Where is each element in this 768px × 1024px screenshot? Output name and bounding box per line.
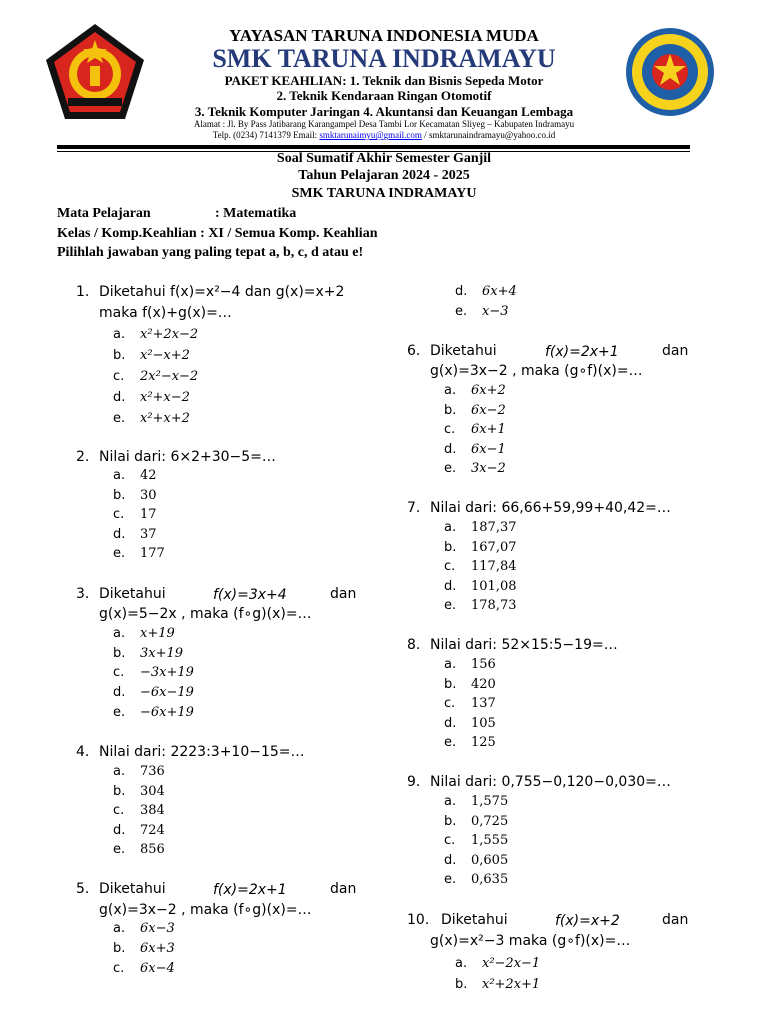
option-value: 0,635	[471, 872, 509, 887]
option-value: 6x−3	[140, 921, 175, 936]
exam-title: Soal Sumatif Akhir Semester Ganjil	[276, 151, 492, 166]
option-letter: d.	[455, 284, 468, 299]
option-value: x²+2x+1	[482, 977, 541, 992]
foundation-name: YAYASAN TARUNA INDONESIA MUDA	[229, 26, 539, 45]
question-function: f(x)=2x+1	[213, 882, 287, 898]
option-letter: e.	[113, 704, 126, 720]
option-value: 187,37	[471, 520, 517, 535]
option-value: 42	[140, 468, 157, 483]
option-letter: d.	[113, 685, 126, 701]
option-value: 6x+3	[140, 941, 175, 956]
question-text-line2: g(x)=5−2x , maka (f∘g)(x)=…	[99, 606, 312, 622]
option-value: 156	[471, 657, 496, 672]
option-value: 37	[140, 526, 157, 542]
option-value: 736	[140, 764, 165, 779]
option-value: 304	[140, 783, 165, 799]
question-number: 1.	[76, 284, 90, 300]
option-value: 6x+2	[471, 383, 506, 398]
option-value: 17	[140, 507, 157, 522]
option-value: −3x+19	[140, 665, 194, 681]
question-text-and: dan	[662, 343, 689, 359]
option-letter: e.	[444, 872, 457, 887]
question-function: f(x)=3x+4	[213, 587, 287, 603]
program-line-2: 2. Teknik Kendaraan Ringan Otomotif	[276, 88, 492, 103]
subject-label: Mata Pelajaran	[57, 206, 151, 221]
subject-row	[57, 206, 296, 222]
question-text: Diketahui	[430, 343, 497, 359]
phone-text: Telp. (0234) 7141379 Email:	[212, 130, 320, 140]
option-letter: e.	[113, 546, 126, 561]
option-letter: a.	[113, 764, 126, 779]
option-value: 105	[471, 715, 496, 731]
option-value: −6x−19	[140, 685, 194, 701]
email-separator: /	[421, 130, 429, 140]
option-letter: c.	[113, 665, 125, 681]
option-letter: c.	[113, 507, 125, 522]
option-value: x²+2x−2	[140, 327, 199, 342]
option-letter: b.	[444, 676, 457, 692]
option-value: 0,605	[471, 852, 509, 868]
question-text: Nilai dari: 2223:3+10−15=…	[99, 744, 305, 760]
option-value: 177	[140, 546, 165, 561]
option-letter: b.	[113, 941, 126, 956]
question-text: Nilai dari: 52×15:5−19=…	[430, 637, 618, 653]
option-letter: a.	[113, 327, 126, 342]
header-rule-thick	[57, 145, 690, 149]
option-letter: c.	[444, 559, 456, 574]
option-letter: d.	[444, 578, 457, 594]
question-text-and: dan	[330, 586, 357, 602]
option-letter: e.	[113, 842, 126, 857]
option-value: 6x+4	[482, 284, 517, 299]
option-letter: e.	[113, 411, 126, 426]
contact-line	[150, 130, 618, 140]
letterhead	[0, 0, 768, 150]
option-value: −6x+19	[140, 704, 194, 720]
option-value: 1,555	[471, 833, 509, 848]
option-letter: b.	[113, 487, 126, 503]
question-text-line2: g(x)=x²−3 maka (g∘f)(x)=…	[430, 933, 631, 949]
option-letter: c.	[113, 961, 125, 976]
option-value: x−3	[482, 304, 509, 319]
class-label: Kelas / Komp.Keahlian :	[57, 226, 205, 241]
program-line-3: 3. Teknik Komputer Jaringan 4. Akuntansi dan Keuangan Lembaga	[194, 104, 574, 119]
academic-year: Tahun Pelajaran 2024 - 2025	[298, 168, 470, 183]
option-letter: d.	[113, 390, 126, 405]
option-letter: e.	[444, 735, 457, 750]
option-letter: e.	[444, 461, 457, 476]
question-function: f(x)=x+2	[555, 913, 620, 929]
class-value: XI / Semua Komp. Keahlian	[204, 226, 378, 241]
option-value: x²+x+2	[140, 411, 190, 426]
option-letter: d.	[113, 822, 126, 838]
option-letter: d.	[444, 715, 457, 731]
option-letter: a.	[455, 956, 468, 971]
question-text: Nilai dari: 0,755−0,120−0,030=…	[430, 774, 671, 790]
option-letter: a.	[444, 383, 457, 398]
option-value: 101,08	[471, 578, 517, 594]
question-text: Diketahui	[441, 912, 508, 928]
option-value: 125	[471, 735, 496, 750]
option-value: 3x−2	[471, 461, 506, 476]
option-letter: b.	[113, 783, 126, 799]
option-letter: b.	[444, 539, 457, 555]
option-letter: b.	[444, 813, 457, 829]
option-value: 0,725	[471, 813, 509, 829]
option-letter: c.	[444, 422, 456, 437]
option-letter: a.	[113, 626, 126, 641]
option-letter: c.	[444, 833, 456, 848]
option-value: x²+x−2	[140, 390, 190, 405]
option-letter: b.	[113, 348, 126, 363]
question-function: f(x)=2x+1	[545, 344, 619, 360]
option-letter: e.	[444, 598, 457, 613]
option-value: 6x−1	[471, 441, 506, 457]
question-number: 9.	[407, 774, 421, 790]
option-value: 2x²−x−2	[140, 369, 199, 384]
question-number: 2.	[76, 449, 90, 465]
option-letter: a.	[444, 520, 457, 535]
question-text-line2: g(x)=3x−2 , maka (g∘f)(x)=…	[430, 363, 643, 379]
option-letter: d.	[444, 852, 457, 868]
option-letter: b.	[444, 402, 457, 418]
option-letter: c.	[113, 369, 125, 384]
option-letter: a.	[444, 794, 457, 809]
option-letter: a.	[444, 657, 457, 672]
option-value: x²−2x−1	[482, 956, 541, 971]
question-text: Diketahui	[99, 881, 166, 897]
option-letter: e.	[455, 304, 468, 319]
option-letter: c.	[444, 696, 456, 711]
taruna-emblem-icon	[622, 26, 718, 118]
question-text-and: dan	[662, 912, 689, 928]
option-value: 724	[140, 822, 165, 838]
option-value: 178,73	[471, 598, 517, 613]
option-value: 6x−2	[471, 402, 506, 418]
option-value: 6x−4	[140, 961, 175, 976]
question-text: Nilai dari: 66,66+59,99+40,42=…	[430, 500, 671, 516]
question-number: 10.	[407, 912, 430, 928]
option-letter: a.	[113, 468, 126, 483]
option-value: 384	[140, 803, 165, 818]
class-row	[57, 226, 378, 242]
option-value: 420	[471, 676, 496, 692]
option-letter: b.	[113, 645, 126, 661]
email-link[interactable]: smktarunaimyu@gmail.com	[319, 130, 422, 140]
option-letter: c.	[113, 803, 125, 818]
question-text: Diketahui f(x)=x²−4 dan g(x)=x+2	[99, 284, 345, 300]
option-value: 117,84	[471, 559, 517, 574]
program-line-1: PAKET KEAHLIAN: 1. Teknik dan Bisnis Sepeda Motor	[224, 73, 544, 88]
option-value: x+19	[140, 626, 175, 641]
question-text-and: dan	[330, 881, 357, 897]
question-number: 6.	[407, 343, 421, 359]
question-number: 3.	[76, 586, 90, 602]
question-text-line2: maka f(x)+g(x)=…	[99, 305, 232, 321]
question-text: Nilai dari: 6×2+30−5=…	[99, 449, 276, 465]
option-letter: d.	[444, 441, 457, 457]
question-number: 5.	[76, 881, 90, 897]
subject-value: : Matematika	[215, 206, 297, 221]
option-value: 3x+19	[140, 645, 184, 661]
school-name: SMK TARUNA INDRAMAYU	[212, 44, 556, 73]
question-text: Diketahui	[99, 586, 166, 602]
school-crest-icon	[44, 22, 146, 122]
email-2: smktarunaindramayu@yahoo.co.id	[428, 130, 556, 140]
option-value: 30	[140, 487, 157, 503]
option-value: 856	[140, 842, 165, 857]
option-value: x²−x+2	[140, 348, 190, 363]
option-value: 6x+1	[471, 422, 506, 437]
instruction: Pilihlah jawaban yang paling tepat a, b, c, d atau e!	[57, 245, 364, 260]
exam-school: SMK TARUNA INDRAMAYU	[291, 186, 477, 201]
school-address: Alamat : Jl. By Pass Jatibarang Karangampel Desa Tambi Lor Kecamatan Sliyeg – Kabupaten Indramayu	[193, 119, 575, 129]
option-value: 1,575	[471, 794, 509, 809]
option-letter: a.	[113, 921, 126, 936]
option-letter: b.	[455, 977, 468, 992]
option-letter: d.	[113, 526, 126, 542]
question-text-line2: g(x)=3x−2 , maka (f∘g)(x)=…	[99, 902, 312, 918]
question-number: 4.	[76, 744, 90, 760]
question-number: 7.	[407, 500, 421, 516]
option-value: 167,07	[471, 539, 517, 555]
option-value: 137	[471, 696, 496, 711]
question-number: 8.	[407, 637, 421, 653]
